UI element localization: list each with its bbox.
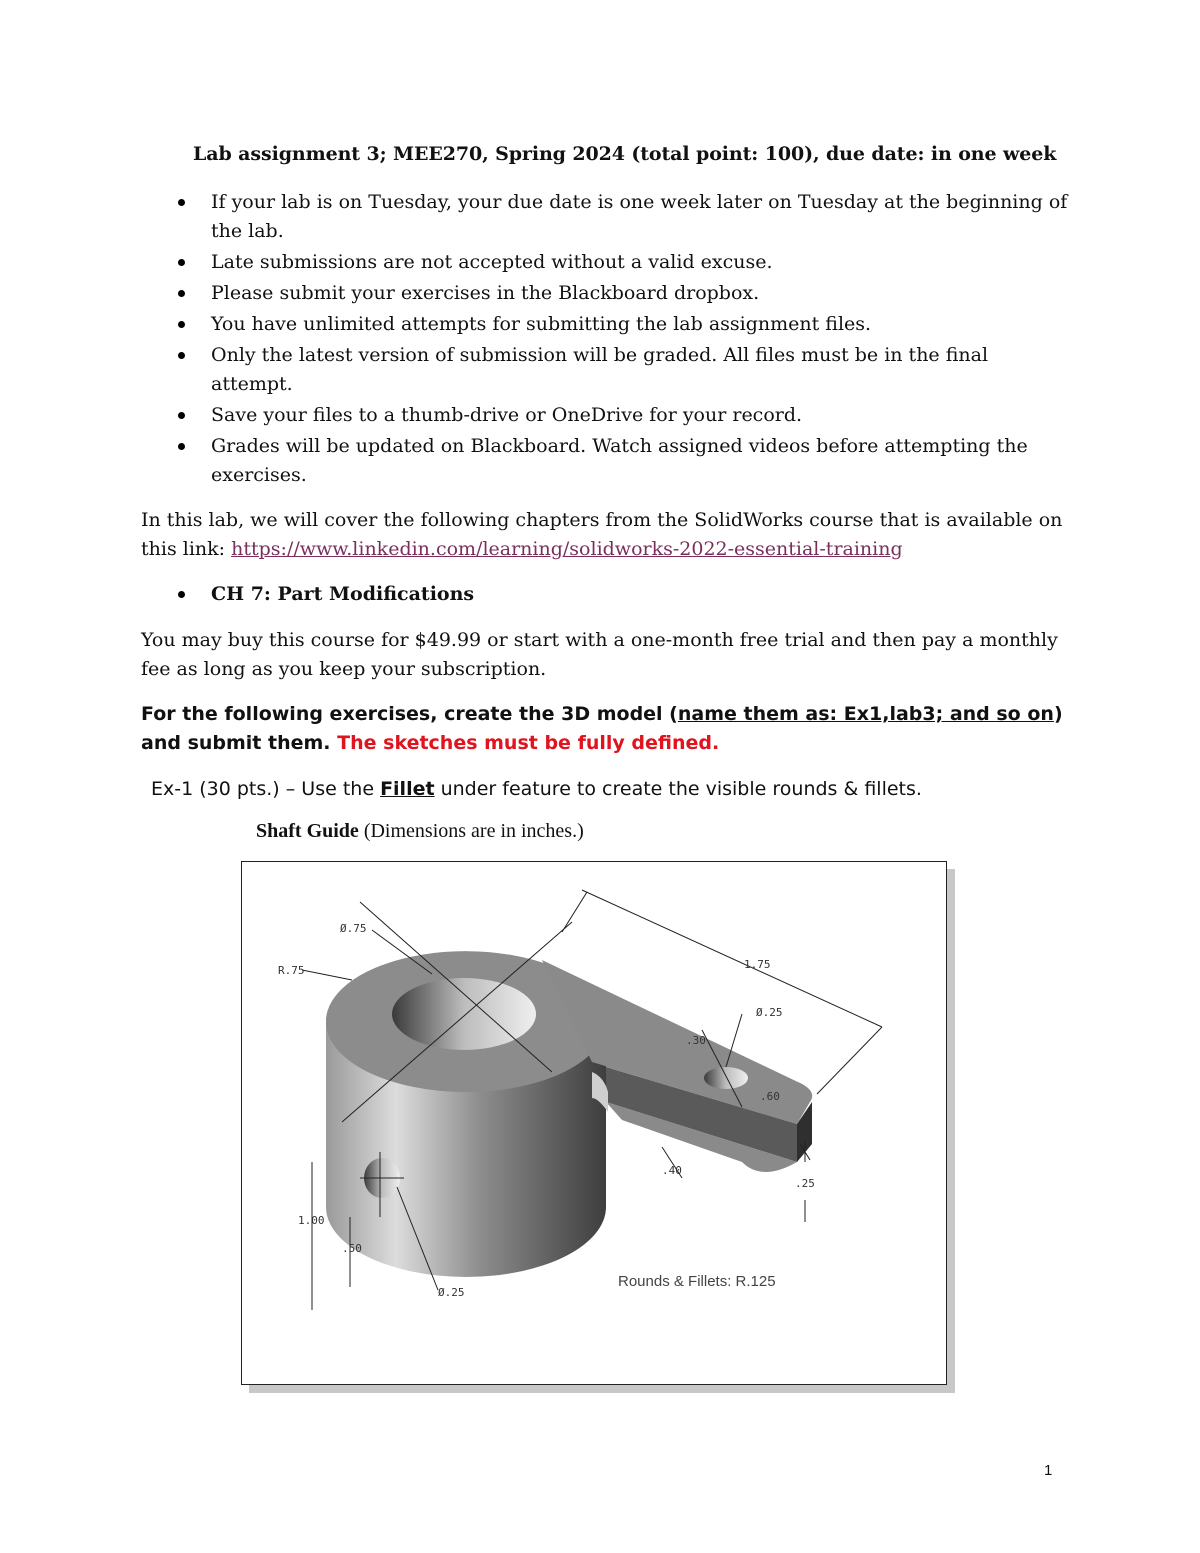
shaft-guide-drawing (242, 862, 946, 1384)
bullet-icon (178, 412, 185, 419)
sketch-requirement: The sketches must be fully defined. (337, 732, 720, 754)
fillet-keyword: Fillet (380, 778, 435, 800)
instructions: For the following exercises, create the 3D model (name them as: Ex1,lab3; and so on) and submit them. The sketches must be fully defined. (141, 703, 1063, 754)
assignment-title: Lab assignment 3; MEE270, Spring 2024 (total point: 100), due date: in one week (193, 143, 1057, 165)
figure-caption: Shaft Guide (Dimensions are in inches.) (256, 820, 584, 842)
bullet-icon (178, 352, 185, 359)
rule-item: Please submit your exercises in the Blackboard dropbox. (170, 279, 1070, 308)
dim-side-hole-diameter: Ø.25 (438, 1286, 465, 1299)
dim-height: 1.00 (298, 1214, 325, 1227)
dim-arm-hole-offset: .30 (686, 1034, 706, 1047)
shaft-guide-figure (241, 861, 947, 1385)
rule-item: Save your files to a thumb-drive or OneDrive for your record. (170, 401, 1070, 430)
rule-item: If your lab is on Tuesday, your due date is one week later on Tuesday at the beginning of the lab. (170, 188, 1070, 246)
bullet-icon (178, 290, 185, 297)
course-link[interactable]: https://www.linkedin.com/learning/solidworks-2022-essential-training (231, 538, 903, 560)
intro-paragraph (141, 506, 1071, 564)
rules-list (170, 188, 1070, 492)
bullet-icon (178, 199, 185, 206)
bullet-icon (178, 321, 185, 328)
dim-arm-hole-diameter: Ø.25 (756, 1006, 783, 1019)
rule-item: Late submissions are not accepted without a valid excuse. (170, 248, 1070, 277)
bullet-icon (178, 259, 185, 266)
rule-item: Grades will be updated on Blackboard. Watch assigned videos before attempting the exercises. (170, 432, 1070, 490)
naming-rule: name them as: Ex1,lab3; and so on (677, 703, 1054, 725)
intro-text: In this lab, we will cover the following chapters from the SolidWorks course that is available on this link: (141, 509, 1063, 560)
dim-hole-height: .50 (342, 1242, 362, 1255)
page-number: 1 (1044, 1462, 1053, 1479)
course-note: You may buy this course for $49.99 or start with a one-month free trial and then pay a monthly fee as long as you keep your subscription. (141, 629, 1058, 680)
dim-arm-width: .60 (760, 1090, 780, 1103)
dim-outer-radius: R.75 (278, 964, 305, 977)
exercise-1-line: Ex-1 (30 pts.) – Use the Fillet under feature to create the visible rounds & fillets. (151, 778, 922, 800)
dim-arm-length: 1.75 (744, 958, 771, 971)
bullet-icon (178, 443, 185, 450)
rule-item: Only the latest version of submission will be graded. All files must be in the final attempt. (170, 341, 1070, 399)
rounds-note: Rounds & Fillets: R.125 (618, 1273, 776, 1290)
chapter-label: CH 7: Part Modifications (211, 583, 475, 605)
dim-arm-thickness: .25 (795, 1177, 815, 1190)
dim-arm-depth: .40 (662, 1164, 682, 1177)
chapter-item (170, 580, 474, 609)
bullet-icon (178, 591, 185, 598)
rule-item: You have unlimited attempts for submitting the lab assignment files. (170, 310, 1070, 339)
arm-hole (704, 1067, 748, 1089)
dim-bore-diameter: Ø.75 (340, 922, 367, 935)
